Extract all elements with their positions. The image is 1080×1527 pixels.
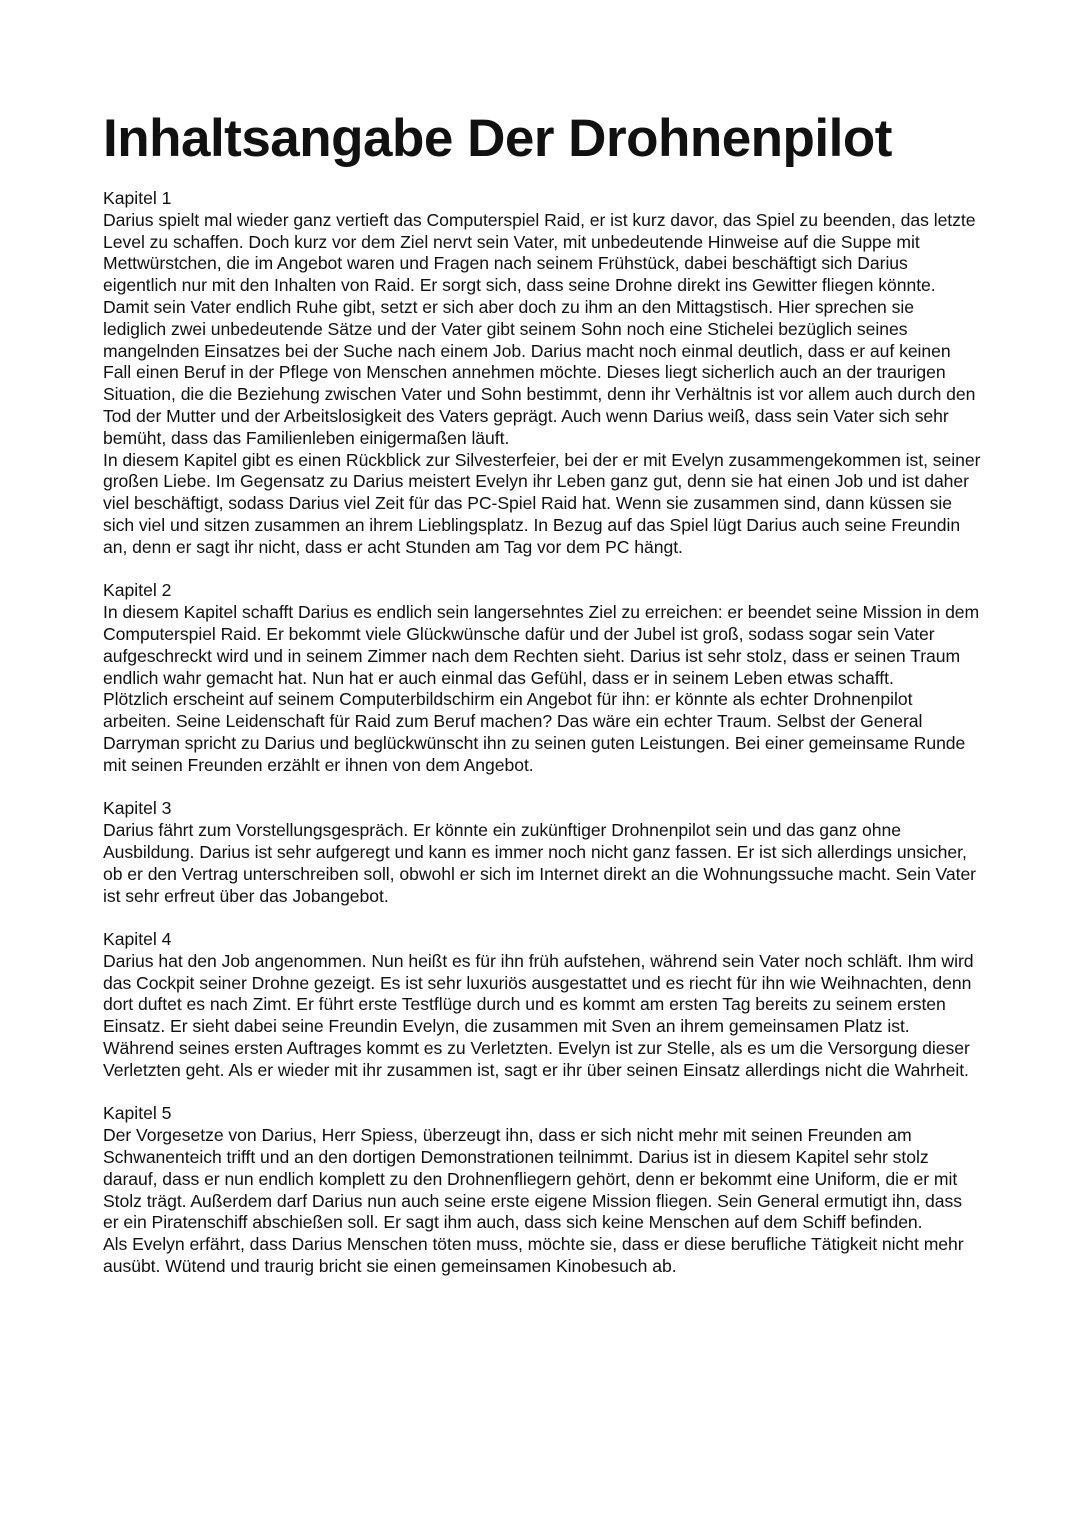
chapter-5 bbox=[103, 1103, 981, 1277]
chapter-paragraph: In diesem Kapitel schafft Darius es endlich sein langersehntes Ziel zu erreichen: er beendet seine Mission in dem Computerspiel Raid. Er bekommt viele Glückwünsche dafür und der Jubel ist groß, sodass sogar sein Vater aufgeschreckt wird und in seinem Zimmer nach dem Rechten sieht. Darius ist sehr stolz, dass er seinen Traum endlich wahr gemacht hat. Nun hat er auch einmal das Gefühl, dass er in seinem Leben etwas schafft. bbox=[103, 602, 980, 688]
chapter-paragraph: Plötzlich erscheint auf seinem Computerbildschirm ein Angebot für ihn: er könnte als echter Drohnenpilot arbeiten. Seine Leidenschaft für Raid zum Beruf machen? Das wäre ein echter Traum. Selbst der General Darryman spricht zu Darius und beglückwünscht ihn zu seinen guten Leistungen. Bei einer gemeinsame Runde mit seinen Freunden erzählt er ihnen von dem Angebot. bbox=[103, 689, 966, 775]
chapter-paragraph: Als Evelyn erfährt, dass Darius Menschen töten muss, möchte sie, dass er diese berufliche Tätigkeit nicht mehr ausübt. Wütend und traurig bricht sie einen gemeinsamen Kinobesuch ab. bbox=[103, 1234, 964, 1277]
chapter-heading: Kapitel 2 bbox=[103, 580, 172, 601]
chapter-list bbox=[103, 188, 981, 1278]
chapter-heading: Kapitel 3 bbox=[103, 798, 172, 819]
chapter-heading: Kapitel 4 bbox=[103, 929, 172, 950]
chapter-paragraph: Darius fährt zum Vorstellungsgespräch. Er könnte ein zukünftiger Drohnenpilot sein und das ganz ohne Ausbildung. Darius ist sehr aufgeregt und kann es immer noch nicht ganz fassen. Er ist sich allerdings unsicher, ob er den Vertrag unterschreiben soll, obwohl er sich im Internet direkt an die Wohnungssuche macht. Sein Vater ist sehr erfreut über das Jobangebot. bbox=[103, 820, 976, 906]
chapter-paragraph: Darius hat den Job angenommen. Nun heißt es für ihn früh aufstehen, während sein Vater noch schläft. Ihm wird das Cockpit seiner Drohne gezeigt. Es ist sehr luxuriös ausgestattet und es riecht für ihn wie Weihnachten, denn dort duftet es nach Zimt. Er führt erste Testflüge durch und es kommt am ersten Tag bereits zu seinem ersten Einsatz. Er sieht dabei seine Freundin Evelyn, die zusammen mit Sven an ihrem gemeinsamen Platz ist. Während seines ersten Auftrages kommt es zu Verletzten. Evelyn ist zur Stelle, als es um die Versorgung dieser Verletzten geht. Als er wieder mit ihr zusammen ist, sagt er ihr über seinen Einsatz allerdings nicht die Wahrheit. bbox=[103, 950, 974, 1080]
chapter-3 bbox=[103, 798, 981, 907]
chapter-paragraph: Darius spielt mal wieder ganz vertieft das Computerspiel Raid, er ist kurz davor, das Spiel zu beenden, das letzte Level zu schaffen. Doch kurz vor dem Ziel nervt sein Vater, mit unbedeutende Hinweise auf die Suppe mit Mettwürstchen, die im Angebot waren und Fragen nach seinem Frühstück, dabei beschäftigt sich Darius eigentlich nur mit den Inhalten von Raid. Er sorgt sich, dass seine Drohne direkt ins Gewitter fliegen könnte. Damit sein Vater endlich Ruhe gibt, setzt er sich aber doch zu ihm an den Mittagstisch. Hier sprechen sie lediglich zwei unbedeutende Sätze und der Vater gibt seinem Sohn noch eine Stichelei bezüglich seines mangelnden Einsatzes bei der Suche nach einem Job. Darius macht noch einmal deutlich, dass er auf keinen Fall einen Beruf in der Pflege von Menschen annehmen möchte. Dieses liegt sicherlich auch an der traurigen Situation, die die Beziehung zwischen Vater und Sohn bestimmt, denn ihr Verhältnis ist vor allem auch durch den Tod der Mutter und der Arbeitslosigkeit des Vaters geprägt. Auch wenn Darius weiß, dass sein Vater sich sehr bemüht, dass das Familienleben einigermaßen läuft. bbox=[103, 209, 976, 448]
chapter-paragraph: In diesem Kapitel gibt es einen Rückblick zur Silvesterfeier, bei der er mit Evelyn zusammengekommen ist, seiner großen Liebe. Im Gegensatz zu Darius meistert Evelyn ihr Leben ganz gut, denn sie hat einen Job und ist daher viel beschäftigt, sodass Darius viel Zeit für das PC-Spiel Raid hat. Wenn sie zusammen sind, dann küssen sie sich viel und sitzen zusammen an ihrem Lieblingsplatz. In Bezug auf das Spiel lügt Darius auch seine Freundin an, denn er sagt ihr nicht, dass er acht Stunden am Tag vor dem PC hängt. bbox=[103, 449, 981, 557]
chapter-heading: Kapitel 1 bbox=[103, 188, 172, 208]
chapter-2 bbox=[103, 580, 981, 776]
page-title: Inhaltsangabe Der Drohnenpilot bbox=[103, 109, 892, 168]
document-page bbox=[103, 108, 981, 1300]
chapter-4 bbox=[103, 929, 981, 1082]
chapter-1 bbox=[103, 188, 981, 559]
chapter-paragraph: Der Vorgesetze von Darius, Herr Spiess, überzeugt ihn, dass er sich nicht mehr mit seinen Freunden am Schwanenteich trifft und an den dortigen Demonstrationen teilnimmt. Darius ist in diesem Kapitel sehr stolz darauf, dass er nun endlich komplett zu den Drohnenfliegern gehört, denn er bekommt eine Uniform, die er mit Stolz trägt. Außerdem darf Darius nun auch seine erste eigene Mission fliegen. Sein General ermutigt ihn, dass er ein Piratenschiff abschießen soll. Er sagt ihm auch, dass sich keine Menschen auf dem Schiff befinden. bbox=[103, 1125, 963, 1233]
chapter-heading: Kapitel 5 bbox=[103, 1103, 172, 1124]
